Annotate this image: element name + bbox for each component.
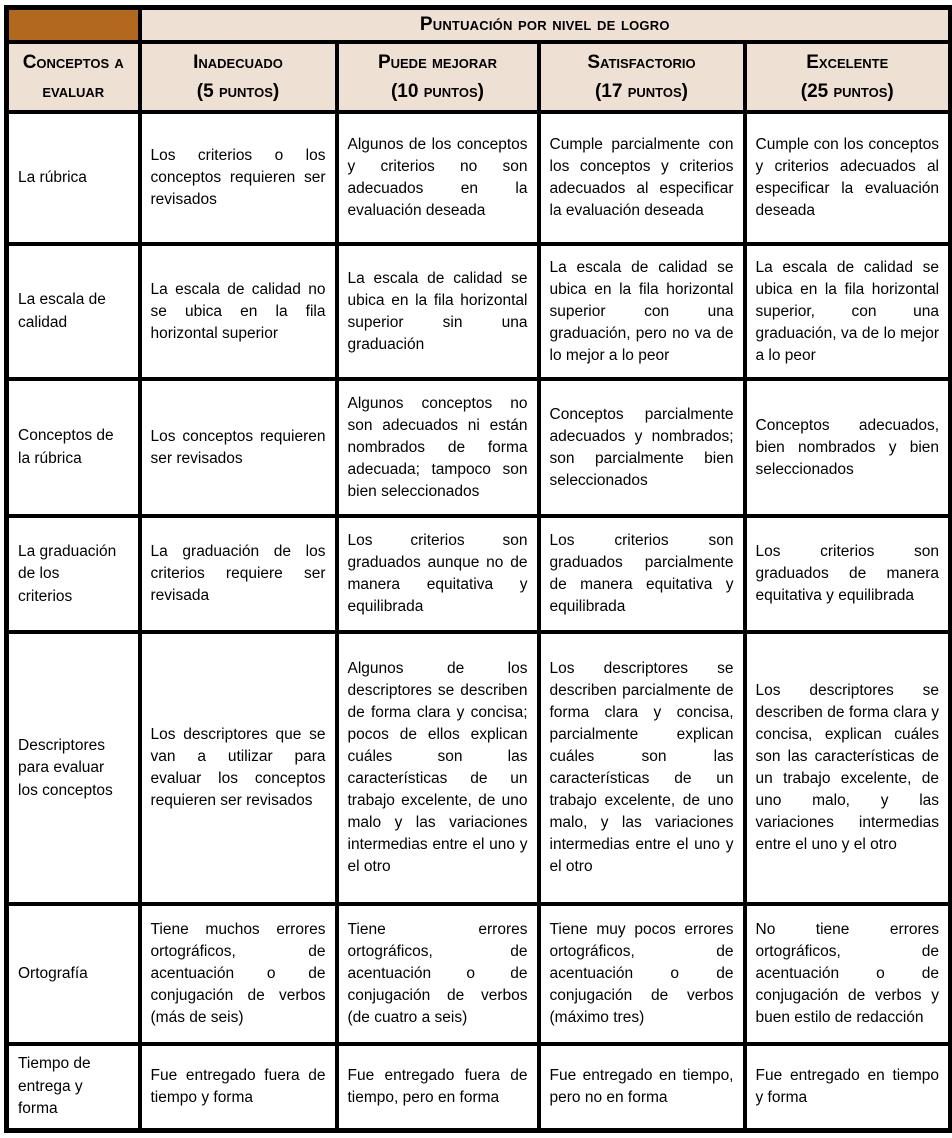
column-header-row xyxy=(7,42,951,113)
criteria-cell-inadecuado: Los conceptos requieren ser revisados xyxy=(140,379,337,516)
criteria-cell-satisfactorio: Los descriptores se describen parcialmente de forma clara y concisa, parcialmente explican cuáles son las características de un trabajo excelente, de uno malo, y las variaciones intermedias entre el uno y el otro xyxy=(539,632,745,904)
column-header-label: Satisfactorio xyxy=(587,51,696,73)
criteria-cell-satisfactorio: La escala de calidad se ubica en la fila horizontal superior con una graduación, pero no va de lo mejor a lo peor xyxy=(539,244,745,379)
table-row-conceptos-rubrica xyxy=(7,379,951,516)
criteria-cell-inadecuado: Los descriptores que se van a utilizar para evaluar los conceptos requieren ser revisados xyxy=(140,632,337,904)
criteria-cell-satisfactorio: Conceptos parcialmente adecuados y nombrados; son parcialmente bien seleccionados xyxy=(539,379,745,516)
column-header-label: Conceptos a evaluar xyxy=(22,51,124,102)
column-header-points: (10 puntos) xyxy=(390,80,484,102)
criteria-cell-inadecuado: La escala de calidad no se ubica en la fila horizontal superior xyxy=(140,244,337,379)
column-header-points: (25 puntos) xyxy=(800,80,894,102)
table-row-la-rubrica xyxy=(7,112,951,244)
criteria-cell-puede-mejorar: Los criterios son graduados aunque no de manera equitativa y equilibrada xyxy=(337,516,539,632)
concept-cell: La rúbrica xyxy=(7,112,140,244)
criteria-cell-satisfactorio: Cumple parcialmente con los conceptos y criterios adecuados al especificar la evaluación deseada xyxy=(539,112,745,244)
score-header-cell xyxy=(140,8,951,42)
table-row-escala-de-calidad xyxy=(7,244,951,379)
criteria-cell-excelente: Conceptos adecuados, bien nombrados y bien seleccionados xyxy=(745,379,951,516)
column-header-points: (17 puntos) xyxy=(594,80,688,102)
column-header-label: Puede mejorar xyxy=(377,51,498,73)
criteria-cell-excelente: La escala de calidad se ubica en la fila horizontal superior, con una graduación, va de lo mejor a lo peor xyxy=(745,244,951,379)
criteria-cell-puede-mejorar: Algunos de los descriptores se describen de forma clara y concisa; pocos de ellos explican cuáles son las características de un trabajo excelente, de uno malo y las variaciones intermedias entre el uno y el otro xyxy=(337,632,539,904)
criteria-cell-excelente: Fue entregado en tiempo y forma xyxy=(745,1044,951,1130)
concept-cell: La graduación de los criterios xyxy=(7,516,140,632)
criteria-cell-satisfactorio: Tiene muy pocos errores ortográficos, de acentuación o de conjugación de verbos (máximo tres) xyxy=(539,904,745,1044)
concept-cell: Descriptores para evaluar los conceptos xyxy=(7,632,140,904)
column-header-label: Excelente xyxy=(806,51,889,73)
corner-cell xyxy=(7,8,140,42)
criteria-cell-inadecuado: La graduación de los criterios requiere ser revisada xyxy=(140,516,337,632)
table-row-ortografia xyxy=(7,904,951,1044)
table-row-tiempo-entrega xyxy=(7,1044,951,1130)
criteria-cell-inadecuado: Tiene muchos errores ortográficos, de acentuación o de conjugación de verbos (más de seis) xyxy=(140,904,337,1044)
criteria-cell-excelente: Los descriptores se describen de forma clara y concisa, explican cuáles son las características de un trabajo excelente, de uno malo, y las variaciones intermedias entre el uno y el otro xyxy=(745,632,951,904)
concept-cell: Conceptos de la rúbrica xyxy=(7,379,140,516)
criteria-cell-puede-mejorar: Algunos de los conceptos y criterios no son adecuados en la evaluación deseada xyxy=(337,112,539,244)
criteria-cell-excelente: Cumple con los conceptos y criterios adecuados al especificar la evaluación deseada xyxy=(745,112,951,244)
criteria-cell-excelente: No tiene errores ortográficos, de acentuación o de conjugación de verbos y buen estilo de redacción xyxy=(745,904,951,1044)
table-row-descriptores xyxy=(7,632,951,904)
concept-cell: Ortografía xyxy=(7,904,140,1044)
score-header-label: Puntuación por nivel de logro xyxy=(419,13,670,35)
rubric-table xyxy=(4,5,952,1133)
score-title-row xyxy=(7,8,951,42)
criteria-cell-inadecuado: Los criterios o los conceptos requieren ser revisados xyxy=(140,112,337,244)
column-header-puede-mejorar xyxy=(337,42,539,113)
criteria-cell-inadecuado: Fue entregado fuera de tiempo y forma xyxy=(140,1044,337,1130)
criteria-cell-puede-mejorar: Algunos conceptos no son adecuados ni están nombrados de forma adecuada; tampoco son bien seleccionados xyxy=(337,379,539,516)
column-header-excelente xyxy=(745,42,951,113)
table-row-graduacion-criterios xyxy=(7,516,951,632)
column-header-conceptos xyxy=(7,42,140,113)
criteria-cell-excelente: Los criterios son graduados de manera equitativa y equilibrada xyxy=(745,516,951,632)
column-header-points: (5 puntos) xyxy=(196,80,280,102)
criteria-cell-satisfactorio: Fue entregado en tiempo, pero no en forma xyxy=(539,1044,745,1130)
concept-cell: Tiempo de entrega y forma xyxy=(7,1044,140,1130)
column-header-label: Inadecuado xyxy=(193,51,283,73)
criteria-cell-puede-mejorar: Tiene errores ortográficos, de acentuación o de conjugación de verbos (de cuatro a seis) xyxy=(337,904,539,1044)
column-header-satisfactorio xyxy=(539,42,745,113)
concept-cell: La escala de calidad xyxy=(7,244,140,379)
criteria-cell-satisfactorio: Los criterios son graduados parcialmente de manera equitativa y equilibrada xyxy=(539,516,745,632)
criteria-cell-puede-mejorar: La escala de calidad se ubica en la fila horizontal superior sin una graduación xyxy=(337,244,539,379)
criteria-cell-puede-mejorar: Fue entregado fuera de tiempo, pero en forma xyxy=(337,1044,539,1130)
column-header-inadecuado xyxy=(140,42,337,113)
